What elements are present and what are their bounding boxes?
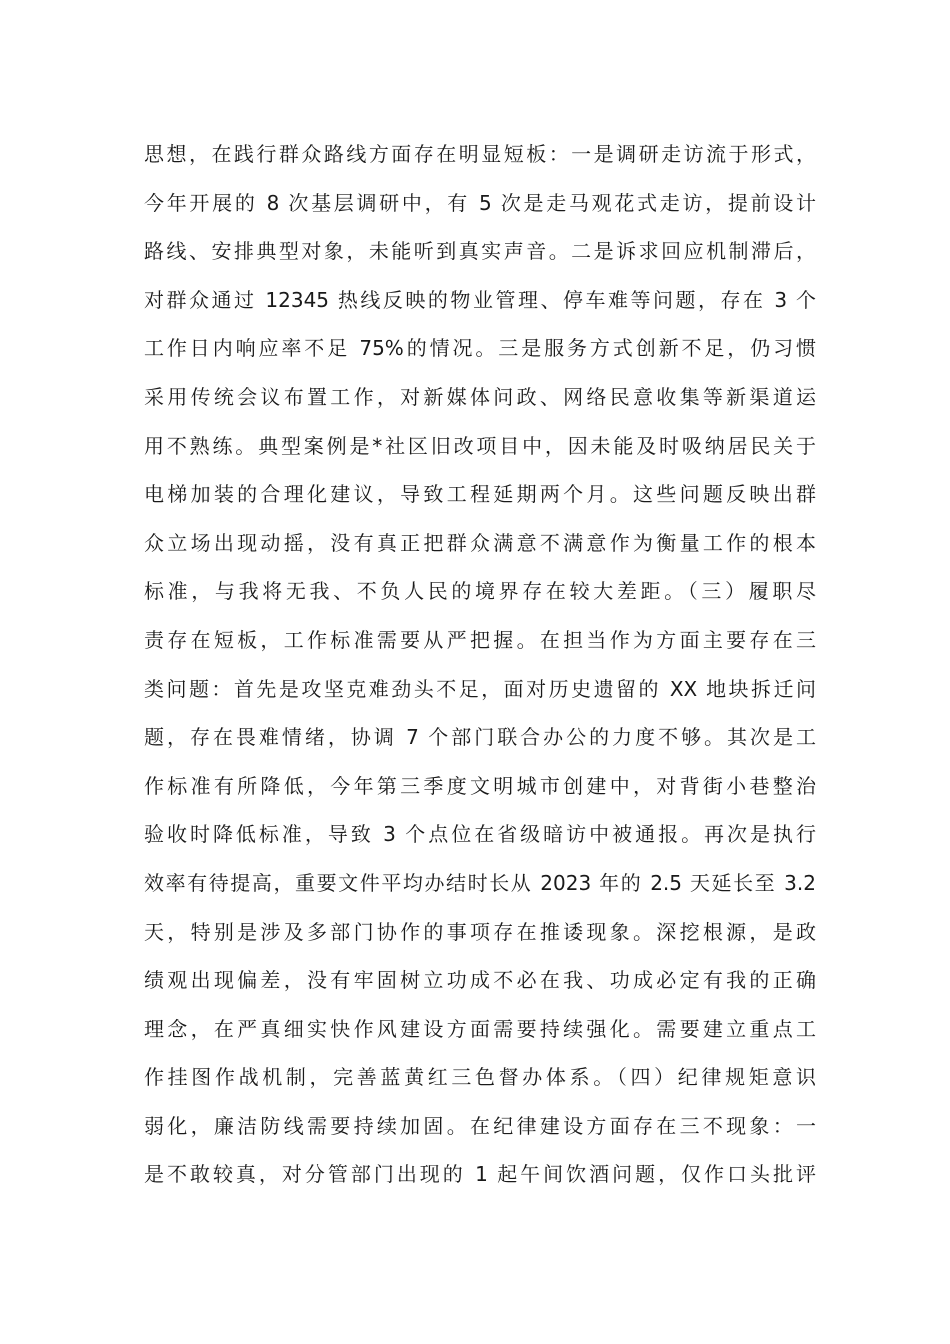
text-line: 绩观出现偏差，没有牢固树立功成不必在我、功成必定有我的正确 <box>144 968 816 993</box>
text-line: 是不敢较真，对分管部门出现的 1 起午间饮酒问题，仅作口头批评 <box>144 1162 816 1187</box>
text-line: 理念，在严真细实快作风建设方面需要持续强化。需要建立重点工 <box>144 1016 816 1041</box>
text-line: 作标准有所降低，今年第三季度文明城市创建中，对背街小巷整治 <box>144 773 816 798</box>
text-line: 电梯加装的合理化建议，导致工程延期两个月。这些问题反映出群 <box>144 482 816 507</box>
text-line: 验收时降低标准，导致 3 个点位在省级暗访中被通报。再次是执行 <box>144 822 816 847</box>
text-line: 弱化，廉洁防线需要持续加固。在纪律建设方面存在三不现象：一 <box>144 1113 816 1138</box>
text-line: 今年开展的 8 次基层调研中，有 5 次是走马观花式走访，提前设计 <box>144 190 816 215</box>
text-line: 题，存在畏难情绪，协调 7 个部门联合办公的力度不够。其次是工 <box>144 725 816 750</box>
text-line: 路线、安排典型对象，未能听到真实声音。二是诉求回应机制滞后， <box>144 239 816 264</box>
text-line: 对群众通过 12345 热线反映的物业管理、停车难等问题，存在 3 个 <box>144 287 816 312</box>
text-line: 工作日内响应率不足 75%的情况。三是服务方式创新不足，仍习惯 <box>144 336 816 361</box>
text-line: 采用传统会议布置工作，对新媒体问政、网络民意收集等新渠道运 <box>144 384 816 409</box>
text-line: 责存在短板，工作标准需要从严把握。在担当作为方面主要存在三 <box>144 627 816 652</box>
text-line: 作挂图作战机制，完善蓝黄红三色督办体系。（四）纪律规矩意识 <box>144 1065 816 1090</box>
text-line: 效率有待提高，重要文件平均办结时长从 2023 年的 2.5 天延长至 3.2 <box>144 870 816 895</box>
text-line: 标准，与我将无我、不负人民的境界存在较大差距。（三）履职尽 <box>144 579 816 604</box>
text-line: 天，特别是涉及多部门协作的事项存在推诿现象。深挖根源，是政 <box>144 919 816 944</box>
text-line: 用不熟练。典型案例是*社区旧改项目中，因未能及时吸纳居民关于 <box>144 433 816 458</box>
text-line: 思想，在践行群众路线方面存在明显短板：一是调研走访流于形式， <box>144 142 816 166</box>
document-body <box>144 130 816 1199</box>
text-line: 众立场出现动摇，没有真正把群众满意不满意作为衡量工作的根本 <box>144 530 816 555</box>
text-line: 类问题：首先是攻坚克难劲头不足，面对历史遗留的 XX 地块拆迁问 <box>144 676 816 701</box>
